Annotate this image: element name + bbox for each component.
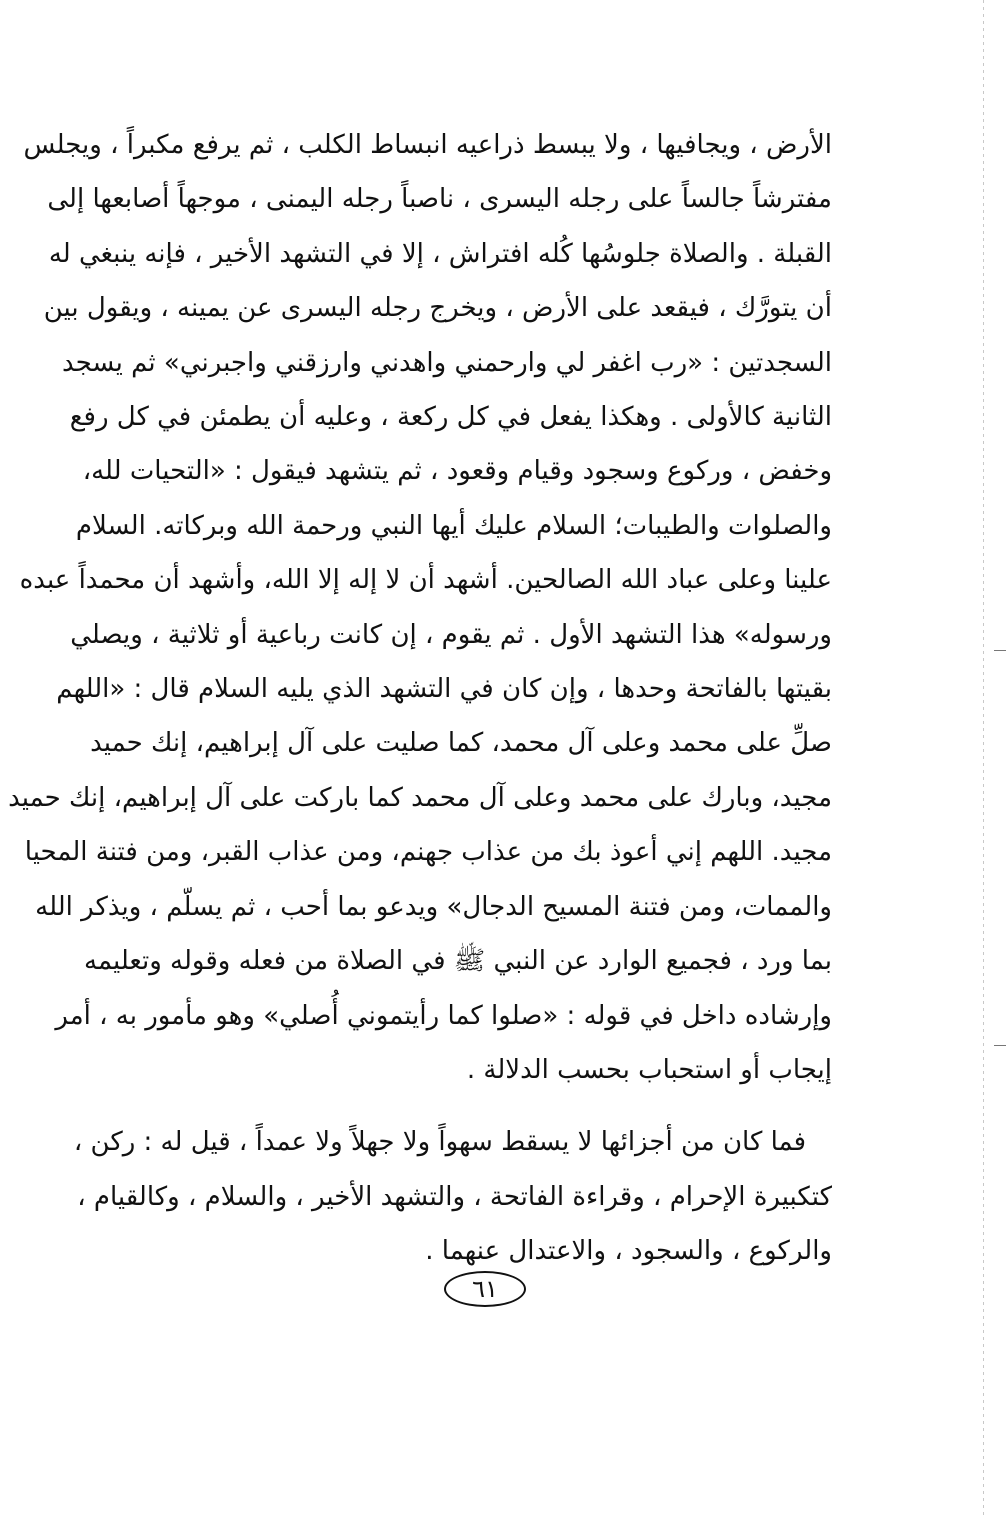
text-line: القبلة . والصلاة جلوسُها كُله افتراش ، إلا في التشهد الأخير ، فإنه ينبغي له — [48, 238, 832, 269]
text-line: مجيد، وبارك على محمد وعلى آل محمد كما باركت على آل إبراهيم، إنك حميد — [8, 782, 832, 813]
scan-edge-tick — [994, 1045, 1006, 1046]
text-line: فما كان من أجزائها لا يسقط سهواً ولا جهلاً ولا عمداً ، قيل له : ركن ، — [73, 1127, 806, 1158]
text-line: السجدتين : «رب اغفر لي وارحمني واهدني وارزقني واجبرني» ثم يسجد — [62, 347, 832, 378]
text-line: مجيد. اللهم إني أعوذ بك من عذاب جهنم، ومن عذاب القبر، ومن فتنة المحيا — [24, 837, 832, 868]
text-line: كتكبيرة الإحرام ، وقراءة الفاتحة ، والتشهد الأخير ، والسلام ، وكالقيام ، — [77, 1181, 832, 1212]
text-line: والركوع ، والسجود ، والاعتدال عنهما . — [425, 1236, 832, 1267]
text-line: والممات، ومن فتنة المسيح الدجال» ويدعو بما أحب ، ثم يسلّم ، ويذكر الله — [35, 891, 832, 922]
text-line: صلِّ على محمد وعلى آل محمد، كما صليت على آل إبراهيم، إنك حميد — [90, 728, 832, 759]
paragraph-gap — [150, 1097, 832, 1115]
text-line: وإرشاده داخل في قوله : «صلوا كما رأيتموني أُصلي» وهو مأمور به ، أمر — [55, 1000, 832, 1031]
paragraph-1 — [8, 118, 832, 1097]
text-line: والصلوات والطيبات؛ السلام عليك أيها النبي ورحمة الله وبركاته. السلام — [75, 510, 832, 541]
text-line: بقيتها بالفاتحة وحدها ، وإن كان في التشهد الذي يليه السلام قال : «اللهم — [56, 674, 832, 705]
text-line: علينا وعلى عباد الله الصالحين. أشهد أن لا إله إلا الله، وأشهد أن محمداً عبده — [19, 565, 832, 596]
text-line: أن يتورَّك ، فيقعد على الأرض ، ويخرج رجله اليسرى عن يمينه ، ويقول بين — [43, 293, 832, 324]
text-line: بما ورد ، فجميع الوارد عن النبي ﷺ في الصلاة من فعله وقوله وتعليمه — [84, 946, 832, 977]
paragraph-2 — [73, 1115, 832, 1278]
text-line: الثانية كالأولى . وهكذا يفعل في كل ركعة ، وعليه أن يطمئن في كل رفع — [69, 402, 832, 433]
scan-edge-line — [983, 0, 984, 1517]
text-line: مفترشاً جالساً على رجله اليسرى ، ناصباً رجله اليمنى ، موجهاً أصابعها إلى — [47, 184, 832, 215]
page-body-text — [8, 118, 832, 1279]
scan-edge-tick — [994, 650, 1006, 651]
text-line: إيجاب أو استحباب بحسب الدلالة . — [466, 1054, 832, 1085]
page-number-badge — [444, 1271, 526, 1307]
text-line: ورسوله» هذا التشهد الأول . ثم يقوم ، إن كانت رباعية أو ثلاثية ، ويصلي — [70, 619, 832, 650]
text-line: الأرض ، ويجافيها ، ولا يبسط ذراعيه انبساط الكلب ، ثم يرفع مكبراً ، ويجلس — [23, 130, 832, 160]
text-line: وخفض ، وركوع وسجود وقيام وقعود ، ثم يتشهد فيقول : «التحيات لله، — [82, 456, 832, 487]
page-number: ٦١ — [472, 1275, 498, 1303]
